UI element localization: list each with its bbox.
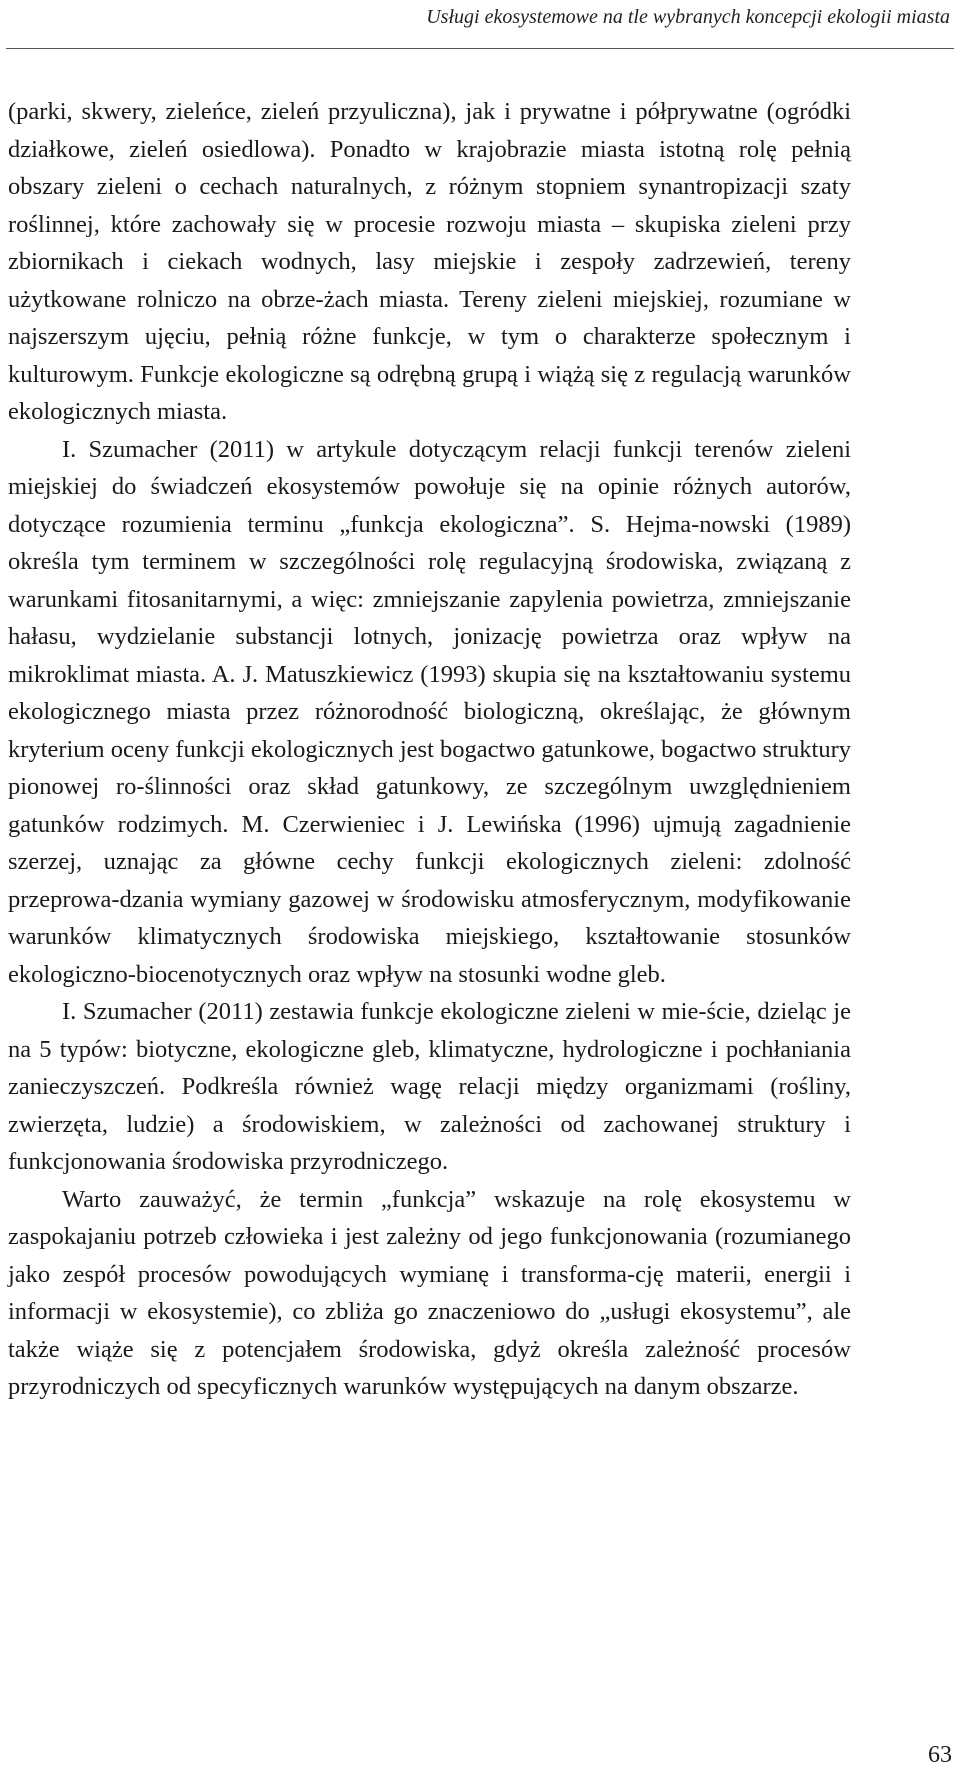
paragraph-4: Warto zauważyć, że termin „funkcja” wskazuje na rolę ekosystemu w zaspokajaniu potrzeb człowieka i jest zależny od jego funkcjonowania (rozumianego jako zespół procesów powodujących wymianę i transforma-cję materii, energii i informacji w ekosystemie), co zbliża go znaczeniowo do „usługi ekosystemu”, ale także wiąże się z potencjałem środowiska, gdyż określa zależność procesów przyrodniczych od specyficznych warunków występujących na danym obszarze. [8, 1185, 851, 1400]
header-rule [6, 48, 954, 49]
paragraph-2: I. Szumacher (2011) w artykule dotyczącym relacji funkcji terenów zieleni miejskiej do świadczeń ekosystemów powołuje się na opinie różnych autorów, dotyczące rozumienia terminu „funkcja ekologiczna”. S. Hejma-nowski (1989) określa tym terminem w szczególności rolę regulacyjną środowiska, związaną z warunkami fitosanitarnymi, a więc: zmniejszanie zapylenia powietrza, zmniejszanie hałasu, wydzielanie substancji lotnych, jonizację powietrza oraz wpływ na mikroklimat miasta. A. J. Matuszkiewicz (1993) skupia się na kształtowaniu systemu ekologicznego miasta przez różnorodność biologiczną, określając, że głównym kryterium oceny funkcji ekologicznych jest bogactwo gatunkowe, bogactwo struktury pionowej ro-ślinności oraz skład gatunkowy, ze szczególnym uwzględnieniem gatunków rodzimych. M. Czerwieniec i J. Lewińska (1996) ujmują zagadnienie szerzej, uznając za główne cechy funkcji ekologicznych zieleni: zdolność przeprowa-dzania wymiany gazowej w środowisku atmosferycznym, modyfikowanie warunków klimatycznych środowiska miejskiego, kształtowanie stosunków ekologiczno-biocenotycznych oraz wpływ na stosunki wodne gleb. [8, 435, 851, 988]
page-number: 63 [928, 1742, 952, 1768]
running-header: Usługi ekosystemowe na tle wybranych koncepcji ekologii miasta [426, 6, 950, 28]
body-text [8, 93, 851, 1406]
paragraph-1: (parki, skwery, zieleńce, zieleń przyuliczna), jak i prywatne i półprywatne (ogródki działkowe, zieleń osiedlowa). Ponadto w krajobrazie miasta istotną rolę pełnią obszary zieleni o cechach naturalnych, z różnym stopniem synantropizacji szaty roślinnej, które zachowały się w procesie rozwoju miasta – skupiska zieleni przy zbiornikach i ciekach wodnych, lasy miejskie i zespoły zadrzewień, tereny użytkowane rolniczo na obrze-żach miasta. Tereny zieleni miejskiej, rozumiane w najszerszym ujęciu, pełnią różne funkcje, w tym o charakterze społecznym i kulturowym. Funkcje ekologiczne są odrębną grupą i wiążą się z regulacją warunków ekologicznych miasta. [8, 98, 851, 425]
paragraph-3: I. Szumacher (2011) zestawia funkcje ekologiczne zieleni w mie-ście, dzieląc je na 5 typów: biotyczne, ekologiczne gleb, klimatyczne, hydrologiczne i pochłaniania zanieczyszczeń. Podkreśla również wagę relacji między organizmami (rośliny, zwierzęta, ludzie) a środowiskiem, w zależności od zachowanej struktury i funkcjonowania środowiska przyrodniczego. [8, 998, 851, 1175]
